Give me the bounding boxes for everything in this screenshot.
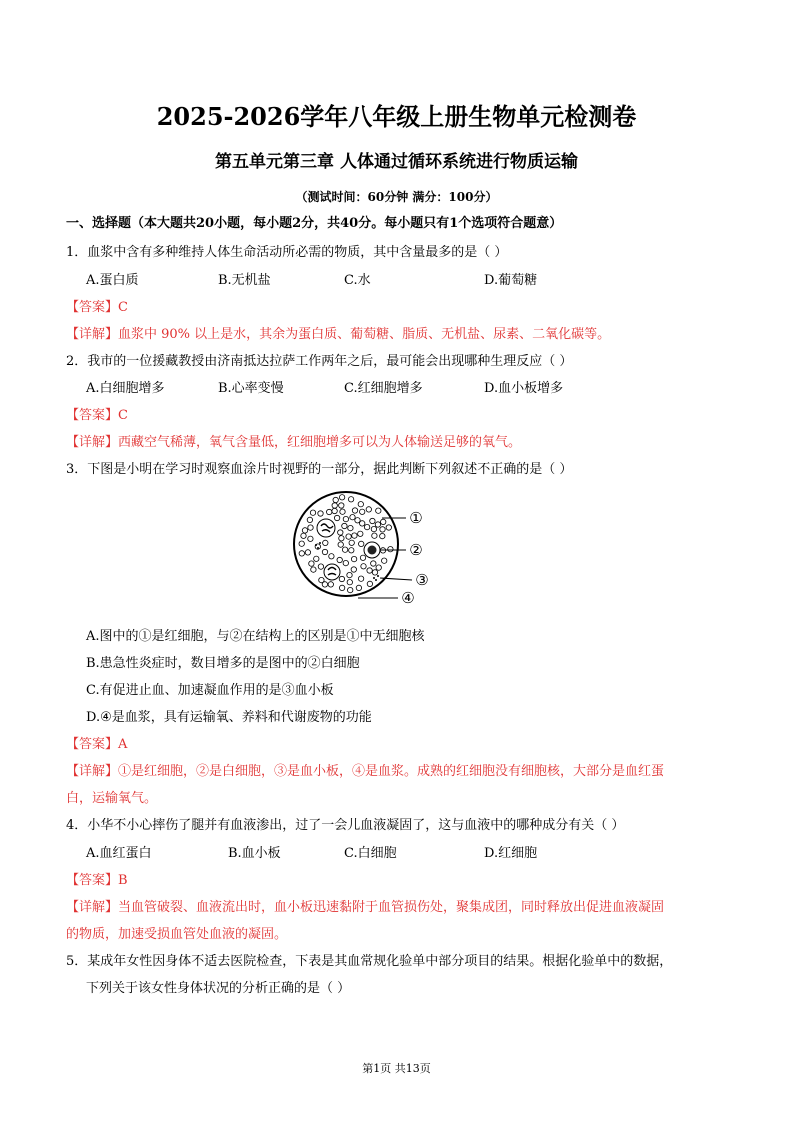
red-blood-cell [380, 527, 385, 532]
red-blood-cell [386, 525, 391, 530]
red-blood-cell [343, 516, 348, 521]
red-blood-cell [348, 525, 353, 530]
red-blood-cell [361, 564, 366, 569]
red-blood-cell [358, 531, 363, 536]
blood-smear-figure [288, 488, 438, 608]
red-blood-cell [349, 548, 354, 553]
red-blood-cell [349, 540, 354, 545]
q3-answer: 【答案】A [66, 737, 128, 752]
q4-detail-line-1: 【详解】当血管破裂、血液流出时，血小板迅速黏附于血管损伤处，聚集成团，同时释放出促进血液凝固 [66, 900, 665, 915]
red-blood-cell [299, 541, 304, 546]
red-blood-cell [299, 551, 304, 556]
red-blood-cell [332, 508, 337, 513]
red-blood-cell [382, 558, 387, 563]
q3-option-c: C.有促进止血、加速凝血作用的是③血小板 [86, 683, 334, 698]
question-5-stem-line-2: 下列关于该女性身体状况的分析正确的是（ ） [86, 981, 351, 996]
q2-option-d: D.血小板增多 [484, 381, 564, 396]
q3-detail-line-2: 白，运输氧气。 [66, 791, 158, 806]
red-blood-cell [356, 585, 361, 590]
q1-option-d: D.葡萄糖 [484, 273, 538, 288]
red-blood-cell [346, 534, 351, 539]
red-blood-cell [338, 542, 343, 547]
red-blood-cell [318, 511, 323, 516]
q3-detail-line-1: 【详解】①是红细胞，②是白细胞，③是血小板，④是血浆。成熟的红细胞没有细胞核，大部分是血红蛋 [66, 764, 665, 779]
red-blood-cell [364, 524, 369, 529]
red-blood-cell [351, 567, 356, 572]
question-1-stem: 1．血浆中含有多种维持人体生命活动所必需的物质，其中含量最多的是（ ） [66, 245, 508, 260]
white-blood-cell-1 [317, 519, 335, 537]
q2-option-a: A.白细胞增多 [86, 381, 165, 396]
red-blood-cell [327, 509, 332, 514]
red-blood-cell [358, 576, 363, 581]
q2-option-b: B.心率变慢 [218, 381, 284, 396]
q3-option-d: D.④是血浆，具有运输氧、养料和代谢废物的功能 [86, 710, 372, 725]
red-blood-cell [376, 508, 381, 513]
red-blood-cell [360, 555, 365, 560]
red-blood-cell [305, 550, 310, 555]
red-blood-cell [340, 509, 345, 514]
red-blood-cell [350, 515, 355, 520]
red-blood-cell [367, 568, 372, 573]
question-3-stem: 3．下图是小明在学习时观察血涂片时视野的一部分，据此判断下列叙述不正确的是（ ） [66, 462, 573, 477]
q4-option-c: C.白细胞 [344, 846, 397, 861]
red-blood-cell [334, 515, 339, 520]
red-blood-cell [308, 536, 313, 541]
red-blood-cell [366, 507, 371, 512]
red-blood-cell [355, 518, 360, 523]
q2-detail: 【详解】西藏空气稀薄，氧气含量低，红细胞增多可以为人体输送足够的氧气。 [66, 435, 522, 450]
q1-option-b: B.无机盐 [218, 273, 271, 288]
red-blood-cell [347, 572, 352, 577]
figure-label-3: ③ [415, 571, 429, 589]
question-4-stem: 4．小华不小心摔伤了腿并有血液渗出，过了一会儿血液凝固了，这与血液中的哪种成分有关（ ） [66, 818, 625, 833]
paper-title: 2025-2026学年八年级上册生物单元检测卷 [156, 102, 637, 131]
red-blood-cell [332, 503, 337, 508]
red-blood-cell [308, 525, 313, 530]
q4-answer: 【答案】B [66, 873, 128, 888]
chapter-subtitle: 第五单元第三章 人体通过循环系统进行物质运输 [215, 152, 578, 172]
red-blood-cell [352, 508, 357, 513]
red-blood-cell [311, 567, 316, 572]
q3-option-b: B.患急性炎症时，数目增多的是图中的②白细胞 [86, 656, 360, 671]
red-blood-cell [359, 541, 364, 546]
red-blood-cell [372, 533, 377, 538]
question-5-stem-line-1: 5．某成年女性因身体不适去医院检查，下表是其血常规化验单中部分项目的结果。根据化验单中的数据， [66, 954, 673, 969]
red-blood-cell [367, 581, 372, 586]
red-blood-cell [376, 565, 381, 570]
red-blood-cell [301, 533, 306, 538]
red-blood-cell [307, 517, 312, 522]
q1-option-a: A.蛋白质 [86, 273, 139, 288]
red-blood-cell [372, 570, 377, 575]
red-blood-cell [347, 580, 352, 585]
exam-meta: （测试时间：60分钟 满分：100分） [295, 190, 498, 204]
red-blood-cell [342, 523, 347, 528]
microscope-field [294, 492, 398, 596]
q2-answer: 【答案】C [66, 408, 128, 423]
red-blood-cell [329, 554, 334, 559]
q4-option-d: D.红细胞 [484, 846, 538, 861]
red-blood-cell [328, 582, 333, 587]
red-blood-cell [380, 533, 385, 538]
red-blood-cell [339, 503, 344, 508]
red-blood-cell [375, 522, 380, 527]
page-footer: 第1页 共13页 [362, 1062, 431, 1075]
red-blood-cell [310, 510, 315, 515]
red-blood-cell [337, 557, 342, 562]
figure-label-1: ① [409, 509, 423, 527]
red-blood-cell [360, 509, 365, 514]
red-blood-cell [318, 564, 323, 569]
red-blood-cell [309, 561, 314, 566]
red-blood-cell [339, 536, 344, 541]
red-blood-cell [323, 540, 328, 545]
figure-label-4: ④ [401, 589, 415, 607]
red-blood-cell [314, 556, 319, 561]
q4-detail-line-2: 的物质，加速受损血管处血液的凝固。 [66, 927, 288, 942]
red-blood-cell [370, 518, 375, 523]
figure-label-2: ② [409, 541, 423, 559]
question-2-stem: 2．我市的一位援藏教授由济南抵达拉萨工作两年之后，最可能会出现哪种生理反应（ ） [66, 354, 573, 369]
q2-option-c: C.红细胞增多 [344, 381, 423, 396]
white-blood-cell-2 [364, 542, 380, 558]
red-blood-cell [339, 495, 344, 500]
red-blood-cell [351, 556, 356, 561]
q1-detail: 【详解】血浆中 90% 以上是水，其余为蛋白质、葡萄糖、脂质、无机盐、尿素、二氧化碳等。 [66, 327, 611, 342]
q4-option-b: B.血小板 [228, 846, 281, 861]
red-blood-cell [333, 497, 338, 502]
red-blood-cell [371, 526, 376, 531]
red-blood-cell [388, 547, 393, 552]
red-blood-cell [371, 561, 376, 566]
red-blood-cell [338, 530, 343, 535]
red-blood-cell [358, 502, 363, 507]
white-blood-cell-3 [324, 564, 340, 580]
q4-option-a: A.血红蛋白 [86, 846, 152, 861]
red-blood-cell [352, 533, 357, 538]
q1-option-c: C.水 [344, 273, 371, 288]
red-blood-cell [339, 576, 344, 581]
red-blood-cell [342, 547, 347, 552]
red-blood-cell [302, 528, 307, 533]
q1-answer: 【答案】C [66, 300, 128, 315]
red-blood-cell [339, 585, 344, 590]
red-blood-cell [343, 560, 348, 565]
red-blood-cell [381, 519, 386, 524]
q3-option-a: A.图中的①是红细胞，与②在结构上的区别是①中无细胞核 [86, 629, 425, 644]
section-heading: 一、选择题（本大题共20小题，每小题2分，共40分。每小题只有1个选项符合题意） [66, 216, 563, 231]
red-blood-cell [348, 587, 353, 592]
red-blood-cell [322, 582, 327, 587]
red-blood-cell [322, 549, 327, 554]
red-blood-cell [348, 497, 353, 502]
